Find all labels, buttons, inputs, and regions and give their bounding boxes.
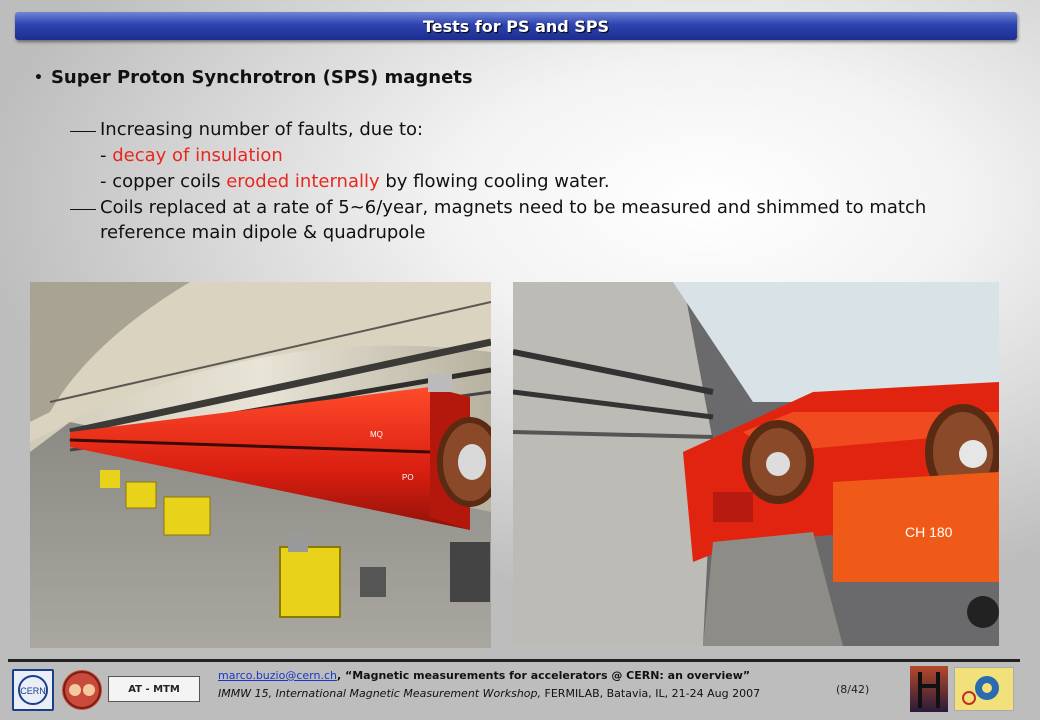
bullet-heading <box>34 67 473 88</box>
immw-logo <box>954 667 1014 711</box>
at-mtm-logo <box>108 676 200 702</box>
insulation-prefix: - <box>100 145 113 166</box>
insulation-line <box>100 145 283 166</box>
at-mtm-text: AT - MTM <box>128 683 180 695</box>
faults-line: Increasing number of faults, due to: <box>100 119 424 140</box>
footer-rule <box>8 659 1020 662</box>
tunnel-photo-left <box>30 282 491 648</box>
vehicle-tag: CH 180 <box>905 524 953 540</box>
coils-line: Coils replaced at a rate of 5~6/year, magnets need to be measured and shimmed to match <box>100 197 927 218</box>
workshop-name: IMMW 15, International Magnetic Measurement Workshop, <box>218 687 542 700</box>
page-number: (8/42) <box>836 683 870 696</box>
cern-logo <box>12 669 54 711</box>
slide-title: Tests for PS and SPS <box>422 16 610 36</box>
insulation-highlight: decay of insulation <box>112 145 283 166</box>
copper-prefix: - copper coils <box>100 171 227 192</box>
footer-workshop <box>218 687 760 700</box>
fermilab-logo <box>910 666 948 712</box>
tunnel-photo-right <box>513 282 999 646</box>
reference-line: reference main dipole & quadrupole <box>100 222 426 243</box>
magnet-tag: MQ <box>370 430 383 439</box>
talk-title: , “Magnetic measurements for accelerators @ CERN: an overview” <box>336 669 751 682</box>
workshop-venue: FERMILAB, Batavia, IL, 21-24 Aug 2007 <box>544 687 761 700</box>
svg-text:CERN: CERN <box>20 686 46 696</box>
footer-citation <box>218 669 750 682</box>
author-email-link[interactable]: marco.buzio@cern.ch <box>218 669 337 682</box>
dash-icon <box>70 209 96 210</box>
slide-title-bar <box>15 12 1017 40</box>
copper-line <box>100 171 610 192</box>
bullet-icon: • <box>34 70 43 86</box>
heading-text: Super Proton Synchrotron (SPS) magnets <box>50 67 473 88</box>
magnet-tag: PO <box>402 473 414 482</box>
dash-icon <box>70 131 96 132</box>
copper-highlight: eroded internally <box>226 171 380 192</box>
accelerator-logo <box>60 668 104 712</box>
copper-suffix: by flowing cooling water. <box>379 171 610 192</box>
